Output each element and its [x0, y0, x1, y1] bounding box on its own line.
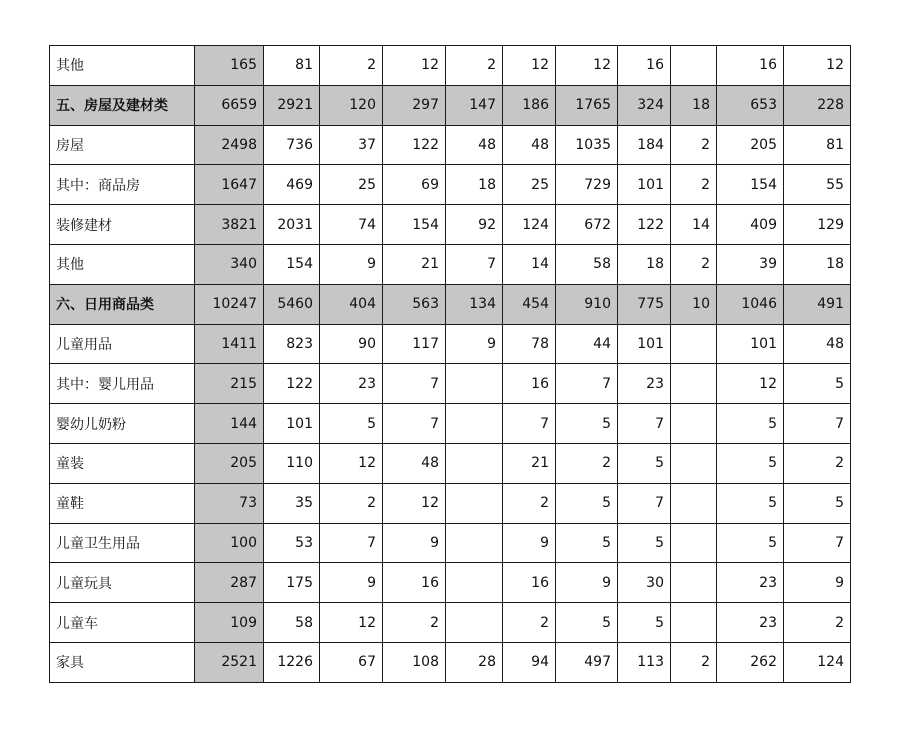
table-row [50, 603, 851, 643]
value-cell: 12 [503, 46, 556, 86]
value-cell: 12 [383, 46, 446, 86]
total-cell: 109 [195, 603, 264, 643]
value-cell: 90 [320, 324, 383, 364]
value-cell: 5 [717, 404, 784, 444]
total-cell: 165 [195, 46, 264, 86]
value-cell: 9 [503, 523, 556, 563]
total-cell: 2521 [195, 642, 264, 682]
value-cell: 69 [383, 165, 446, 205]
value-cell: 122 [618, 205, 671, 245]
value-cell: 563 [383, 284, 446, 324]
value-cell: 7 [618, 483, 671, 523]
value-cell: 16 [503, 364, 556, 404]
value-cell: 7 [784, 523, 851, 563]
value-cell: 124 [503, 205, 556, 245]
total-cell: 100 [195, 523, 264, 563]
total-cell: 3821 [195, 205, 264, 245]
value-cell: 48 [446, 125, 503, 165]
value-cell: 147 [446, 85, 503, 125]
value-cell: 12 [320, 443, 383, 483]
value-cell: 5 [717, 483, 784, 523]
value-cell: 775 [618, 284, 671, 324]
value-cell: 205 [717, 125, 784, 165]
value-cell: 736 [264, 125, 320, 165]
value-cell: 37 [320, 125, 383, 165]
value-cell: 21 [383, 244, 446, 284]
table-row [50, 125, 851, 165]
value-cell: 30 [618, 563, 671, 603]
value-cell: 653 [717, 85, 784, 125]
value-cell: 18 [446, 165, 503, 205]
table-row [50, 165, 851, 205]
row-label: 其中：婴儿用品 [50, 364, 195, 404]
total-cell: 340 [195, 244, 264, 284]
value-cell: 154 [383, 205, 446, 245]
table-row [50, 46, 851, 86]
value-cell: 154 [264, 244, 320, 284]
value-cell: 129 [784, 205, 851, 245]
value-cell: 16 [618, 46, 671, 86]
value-cell: 44 [556, 324, 618, 364]
value-cell: 113 [618, 642, 671, 682]
value-cell: 7 [556, 364, 618, 404]
value-cell: 10 [671, 284, 717, 324]
value-cell: 28 [446, 642, 503, 682]
table-body [50, 46, 851, 683]
value-cell: 2 [503, 603, 556, 643]
value-cell: 23 [618, 364, 671, 404]
row-label: 童装 [50, 443, 195, 483]
value-cell: 1046 [717, 284, 784, 324]
value-cell: 67 [320, 642, 383, 682]
value-cell: 16 [383, 563, 446, 603]
value-cell: 23 [717, 563, 784, 603]
row-label: 其他 [50, 46, 195, 86]
value-cell: 14 [671, 205, 717, 245]
value-cell: 823 [264, 324, 320, 364]
value-cell: 23 [320, 364, 383, 404]
value-cell: 2 [671, 642, 717, 682]
value-cell [446, 523, 503, 563]
table-row [50, 244, 851, 284]
value-cell: 5 [320, 404, 383, 444]
value-cell: 53 [264, 523, 320, 563]
value-cell: 5 [556, 603, 618, 643]
value-cell: 7 [320, 523, 383, 563]
value-cell: 5460 [264, 284, 320, 324]
value-cell: 18 [671, 85, 717, 125]
value-cell: 48 [383, 443, 446, 483]
value-cell: 110 [264, 443, 320, 483]
value-cell: 55 [784, 165, 851, 205]
value-cell: 101 [618, 165, 671, 205]
value-cell [671, 523, 717, 563]
value-cell: 5 [556, 483, 618, 523]
value-cell [446, 404, 503, 444]
total-cell: 287 [195, 563, 264, 603]
value-cell: 5 [556, 523, 618, 563]
row-label: 儿童车 [50, 603, 195, 643]
value-cell: 9 [446, 324, 503, 364]
value-cell: 2 [671, 165, 717, 205]
table-row [50, 563, 851, 603]
total-cell: 215 [195, 364, 264, 404]
row-label: 其中：商品房 [50, 165, 195, 205]
row-label: 五、房屋及建材类 [50, 85, 195, 125]
value-cell: 5 [717, 523, 784, 563]
value-cell: 1035 [556, 125, 618, 165]
table-row [50, 205, 851, 245]
value-cell: 21 [503, 443, 556, 483]
row-label: 童鞋 [50, 483, 195, 523]
value-cell [446, 364, 503, 404]
value-cell [671, 404, 717, 444]
value-cell: 469 [264, 165, 320, 205]
value-cell: 120 [320, 85, 383, 125]
statistics-table [49, 45, 851, 683]
value-cell: 454 [503, 284, 556, 324]
total-cell: 1647 [195, 165, 264, 205]
table-row [50, 523, 851, 563]
value-cell: 18 [618, 244, 671, 284]
value-cell: 2 [383, 603, 446, 643]
value-cell: 729 [556, 165, 618, 205]
value-cell: 108 [383, 642, 446, 682]
value-cell: 16 [717, 46, 784, 86]
table-row [50, 324, 851, 364]
value-cell: 18 [784, 244, 851, 284]
value-cell: 2 [503, 483, 556, 523]
value-cell: 184 [618, 125, 671, 165]
value-cell: 92 [446, 205, 503, 245]
value-cell: 25 [320, 165, 383, 205]
value-cell: 101 [717, 324, 784, 364]
value-cell: 409 [717, 205, 784, 245]
value-cell: 122 [264, 364, 320, 404]
value-cell: 2 [320, 483, 383, 523]
value-cell: 7 [784, 404, 851, 444]
value-cell [671, 324, 717, 364]
value-cell: 2921 [264, 85, 320, 125]
value-cell: 12 [383, 483, 446, 523]
table-row [50, 85, 851, 125]
value-cell: 2 [784, 443, 851, 483]
value-cell: 7 [446, 244, 503, 284]
value-cell [446, 603, 503, 643]
table-row [50, 483, 851, 523]
value-cell: 2 [784, 603, 851, 643]
value-cell: 81 [264, 46, 320, 86]
value-cell: 491 [784, 284, 851, 324]
value-cell: 2 [446, 46, 503, 86]
total-cell: 205 [195, 443, 264, 483]
value-cell: 25 [503, 165, 556, 205]
row-label: 儿童卫生用品 [50, 523, 195, 563]
value-cell: 7 [503, 404, 556, 444]
value-cell: 101 [264, 404, 320, 444]
value-cell: 74 [320, 205, 383, 245]
value-cell: 324 [618, 85, 671, 125]
row-label: 婴幼儿奶粉 [50, 404, 195, 444]
table-row [50, 642, 851, 682]
value-cell: 2031 [264, 205, 320, 245]
value-cell: 12 [784, 46, 851, 86]
value-cell: 5 [717, 443, 784, 483]
value-cell: 2 [556, 443, 618, 483]
value-cell: 262 [717, 642, 784, 682]
value-cell: 7 [383, 404, 446, 444]
value-cell: 2 [671, 244, 717, 284]
value-cell: 122 [383, 125, 446, 165]
value-cell: 101 [618, 324, 671, 364]
value-cell: 16 [503, 563, 556, 603]
table-row [50, 443, 851, 483]
value-cell: 12 [556, 46, 618, 86]
value-cell [671, 483, 717, 523]
value-cell: 134 [446, 284, 503, 324]
value-cell: 81 [784, 125, 851, 165]
value-cell [671, 443, 717, 483]
value-cell: 48 [784, 324, 851, 364]
row-label: 儿童用品 [50, 324, 195, 364]
row-label: 装修建材 [50, 205, 195, 245]
total-cell: 144 [195, 404, 264, 444]
value-cell: 1765 [556, 85, 618, 125]
value-cell: 404 [320, 284, 383, 324]
total-cell: 10247 [195, 284, 264, 324]
total-cell: 73 [195, 483, 264, 523]
value-cell: 1226 [264, 642, 320, 682]
value-cell: 9 [784, 563, 851, 603]
value-cell [671, 46, 717, 86]
row-label: 儿童玩具 [50, 563, 195, 603]
value-cell: 910 [556, 284, 618, 324]
value-cell: 2 [671, 125, 717, 165]
value-cell: 117 [383, 324, 446, 364]
value-cell: 5 [784, 483, 851, 523]
total-cell: 2498 [195, 125, 264, 165]
table-row [50, 364, 851, 404]
value-cell [671, 563, 717, 603]
value-cell: 35 [264, 483, 320, 523]
total-cell: 1411 [195, 324, 264, 364]
table-row [50, 404, 851, 444]
value-cell: 297 [383, 85, 446, 125]
value-cell: 94 [503, 642, 556, 682]
value-cell: 5 [556, 404, 618, 444]
value-cell: 497 [556, 642, 618, 682]
value-cell: 175 [264, 563, 320, 603]
value-cell [671, 364, 717, 404]
value-cell: 154 [717, 165, 784, 205]
value-cell [446, 483, 503, 523]
value-cell: 228 [784, 85, 851, 125]
row-label: 家具 [50, 642, 195, 682]
value-cell: 9 [320, 244, 383, 284]
value-cell: 672 [556, 205, 618, 245]
value-cell: 5 [618, 443, 671, 483]
value-cell: 186 [503, 85, 556, 125]
value-cell [446, 443, 503, 483]
value-cell: 78 [503, 324, 556, 364]
table-row [50, 284, 851, 324]
value-cell: 2 [320, 46, 383, 86]
value-cell: 12 [717, 364, 784, 404]
value-cell: 48 [503, 125, 556, 165]
row-label: 六、日用商品类 [50, 284, 195, 324]
value-cell: 124 [784, 642, 851, 682]
value-cell: 9 [556, 563, 618, 603]
value-cell: 7 [618, 404, 671, 444]
value-cell [446, 563, 503, 603]
value-cell: 5 [618, 603, 671, 643]
total-cell: 6659 [195, 85, 264, 125]
value-cell: 58 [264, 603, 320, 643]
value-cell: 9 [383, 523, 446, 563]
value-cell: 9 [320, 563, 383, 603]
value-cell: 12 [320, 603, 383, 643]
value-cell: 23 [717, 603, 784, 643]
value-cell: 39 [717, 244, 784, 284]
value-cell: 7 [383, 364, 446, 404]
value-cell [671, 603, 717, 643]
value-cell: 5 [618, 523, 671, 563]
row-label: 房屋 [50, 125, 195, 165]
value-cell: 14 [503, 244, 556, 284]
value-cell: 58 [556, 244, 618, 284]
row-label: 其他 [50, 244, 195, 284]
value-cell: 5 [784, 364, 851, 404]
